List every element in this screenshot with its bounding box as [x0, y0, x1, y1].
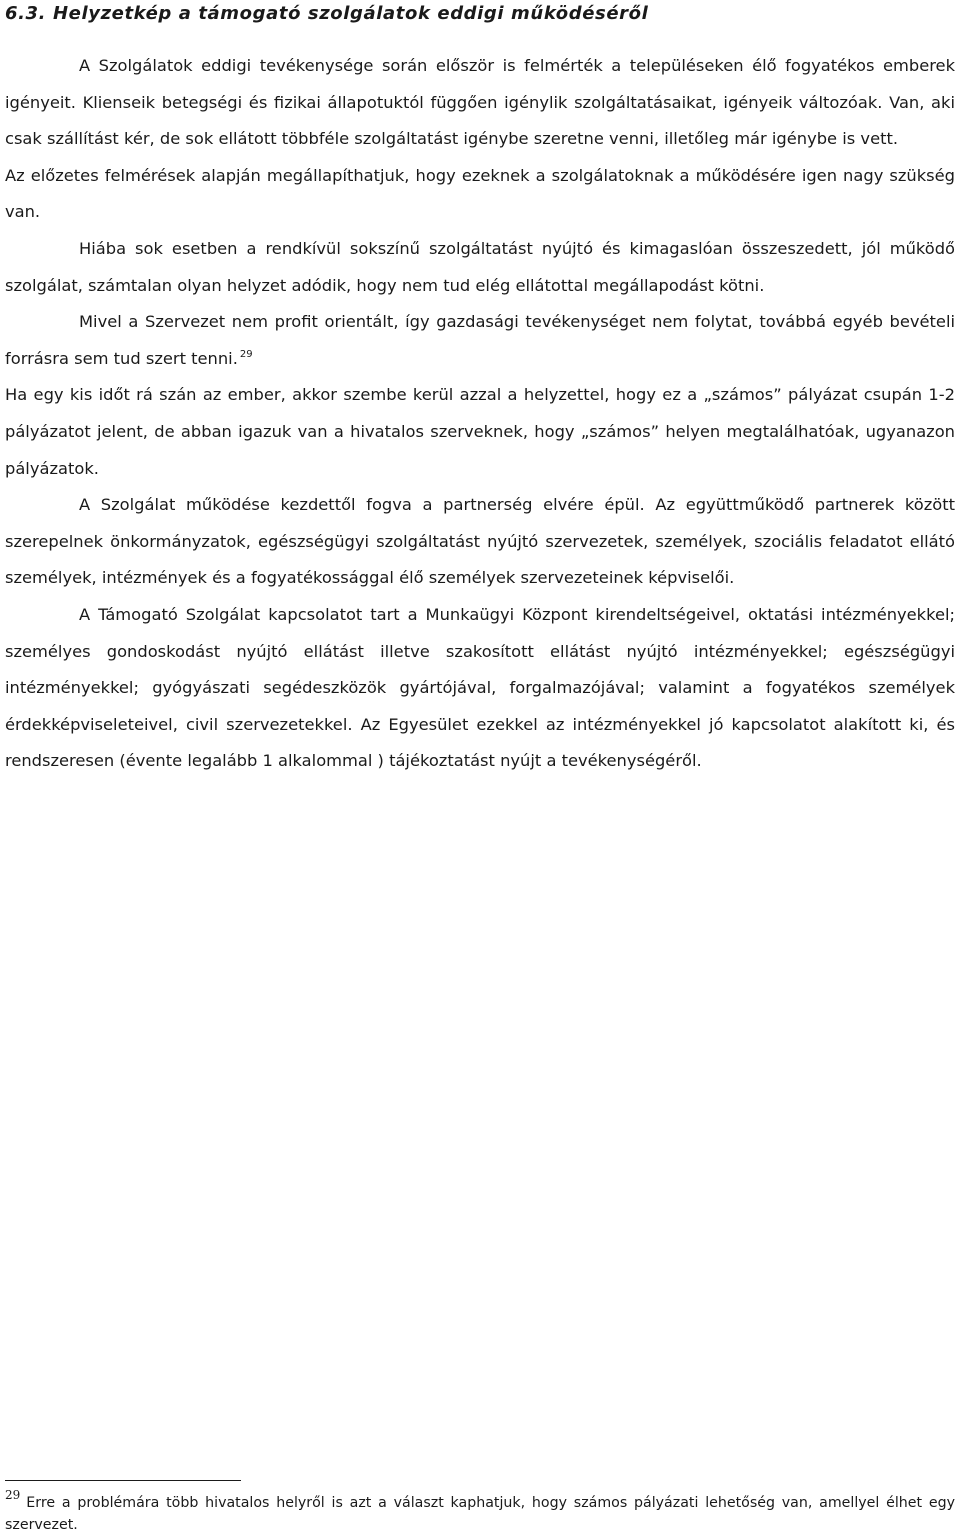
paragraph-7: A Támogató Szolgálat kapcsolatot tart a Munkaügyi Központ kirendeltségeivel, oktatási intézményekkel; személyes gondoskodást nyújtó ellátást illetve szakosított ellátást nyújtó intézményekkel; egészségügyi intézményekkel; gyógyászati segédeszközök gyártójával, forgalmazójával; valamint a fogyatékos személyek érdekképviseleteivel, civil szervezetekkel. Az Egyesület ezekkel az intézményekkel jó kapcsolatot alakított ki, és rendszeresen (évente legalább 1 alkalommal ) tájékoztatást nyújt a tevékenységéről.	[5, 604, 955, 771]
document-page	[5, 0, 955, 780]
section-heading: 6.3. Helyzetkép a támogató szolgálatok eddigi működéséről	[5, 3, 649, 24]
footnote-number: 29	[5, 1488, 21, 1502]
paragraph-4-text: Mivel a Szervezet nem profit orientált, így gazdasági tevékenységet nem folytat, továbbá egyéb bevételi forrásra sem tud szert tenni.	[5, 312, 955, 368]
paragraph-5: Ha egy kis időt rá szán az ember, akkor szembe kerül azzal a helyzettel, hogy ez a „számos” pályázat csupán 1-2 pályázatot jelent, de abban igazuk van a hivatalos szerveknek, hogy „számos” helyen megtalálhatóak, ugyanazon pályázatok.	[5, 385, 955, 478]
paragraph-2: Az előzetes felmérések alapján megállapíthatjuk, hogy ezeknek a szolgálatoknak a működésére igen nagy szükség van.	[5, 165, 955, 222]
paragraph-1: A Szolgálatok eddigi tevékenysége során először is felmérték a településeken élő fogyatékos emberek igényeit. Klienseik betegségi és fizikai állapotuktól függően igénylik szolgáltatásaikat, igényeik változóak. Van, aki csak szállítást kér, de sok ellátott többféle szolgáltatást igénybe szeretne venni, illetőleg már igénybe is vett.	[5, 56, 955, 149]
footnote-reference[interactable]: 29	[239, 349, 253, 361]
footnote-divider	[5, 1480, 241, 1481]
footnote-text: Erre a problémára több hivatalos helyről is azt a választ kaphatjuk, hogy számos pályázati lehetőség van, amellyel élhet egy szervezet.	[5, 1495, 955, 1533]
paragraph-4	[5, 304, 955, 377]
footnote	[5, 1488, 955, 1536]
paragraph-3: Hiába sok esetben a rendkívül sokszínű szolgáltatást nyújtó és kimagaslóan összeszedett, jól működő szolgálat, számtalan olyan helyzet adódik, hogy nem tud elég ellátottal megállapodást kötni.	[5, 238, 955, 295]
paragraph-6: A Szolgálat működése kezdettől fogva a partnerség elvére épül. Az együttműködő partnerek között szerepelnek önkormányzatok, egészségügyi szolgáltatást nyújtó szervezetek, személyek, szociális feladatot ellátó személyek, intézmények és a fogyatékossággal élő személyek szervezeteinek képviselői.	[5, 495, 955, 588]
body-text	[5, 48, 955, 780]
